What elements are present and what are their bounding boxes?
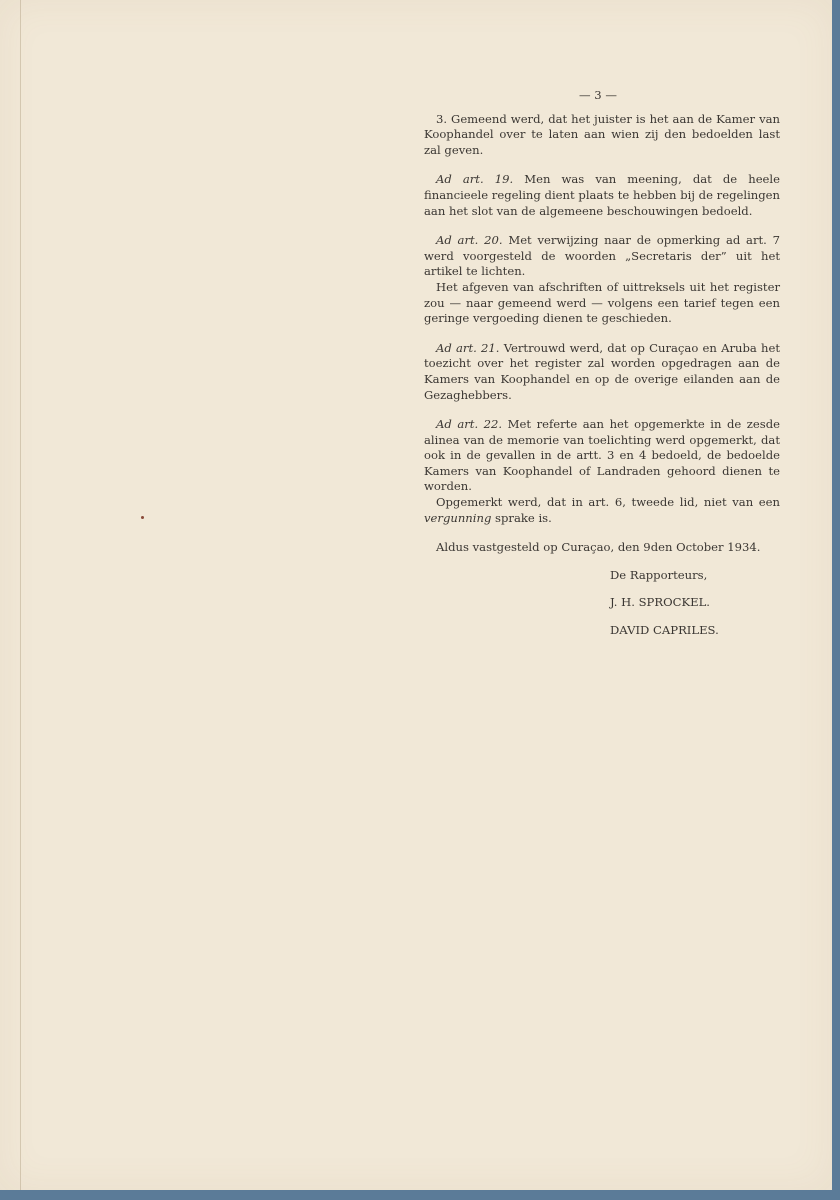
signature-sprockel: J. H. SPROCKEL. [610, 595, 710, 610]
paragraph-art-19: Ad art. 19. Men was van meening, dat de heele financieele regeling dient plaats te hebben bij de regelingen aan het slot van de algemeene beschouwingen bedoeld. [424, 172, 780, 218]
signature-capriles: DAVID CAPRILES. [610, 623, 719, 638]
paragraph-art-22: Ad art. 22. Met referte aan het opgemerkte in de zesde alinea van de memorie van toelichting werd opgemerkt, dat ook in de gevallen in de artt. 3 en 4 bedoeld, de bedoelde Kamers van Koophandel of Landraden gehoord dienen te worden. [424, 417, 780, 494]
paragraph-art-20: Ad art. 20. Met verwijzing naar de opmerking ad art. 7 werd voorgesteld de woorden „Secretaris der” uit het artikel te lichten. [424, 233, 780, 279]
page-number: — 3 — [579, 88, 617, 102]
paragraph-vergunning: Opgemerkt werd, dat in art. 6, tweede lid, niet van een vergunning sprake is. [424, 495, 780, 525]
paragraph-afschriften: Het afgeven van afschriften of uittreksels uit het register zou — naar gemeend werd — volgens een tarief tegen een geringe vergoeding dienen te geschieden. [424, 279, 780, 326]
document-body [424, 88, 780, 651]
ink-speck [141, 516, 144, 519]
paragraph-3: 3. Gemeend werd, dat het juister is het aan de Kamer van Koophandel over te laten aan wien zij den bedoelden last zal geven. [424, 111, 780, 157]
page-fold-line [20, 0, 21, 1190]
closing-statement: Aldus vastgesteld op Curaçao, den 9den October 1934. [436, 540, 761, 555]
paragraph-art-21: Ad art. 21. Vertrouwd werd, dat op Curaçao en Aruba het toezicht over het register zal worden opgedragen aan de Kamers van Koophandel en op de overige eilanden aan de Gezaghebbers. [424, 340, 780, 402]
signature-title: De Rapporteurs, [610, 567, 708, 582]
